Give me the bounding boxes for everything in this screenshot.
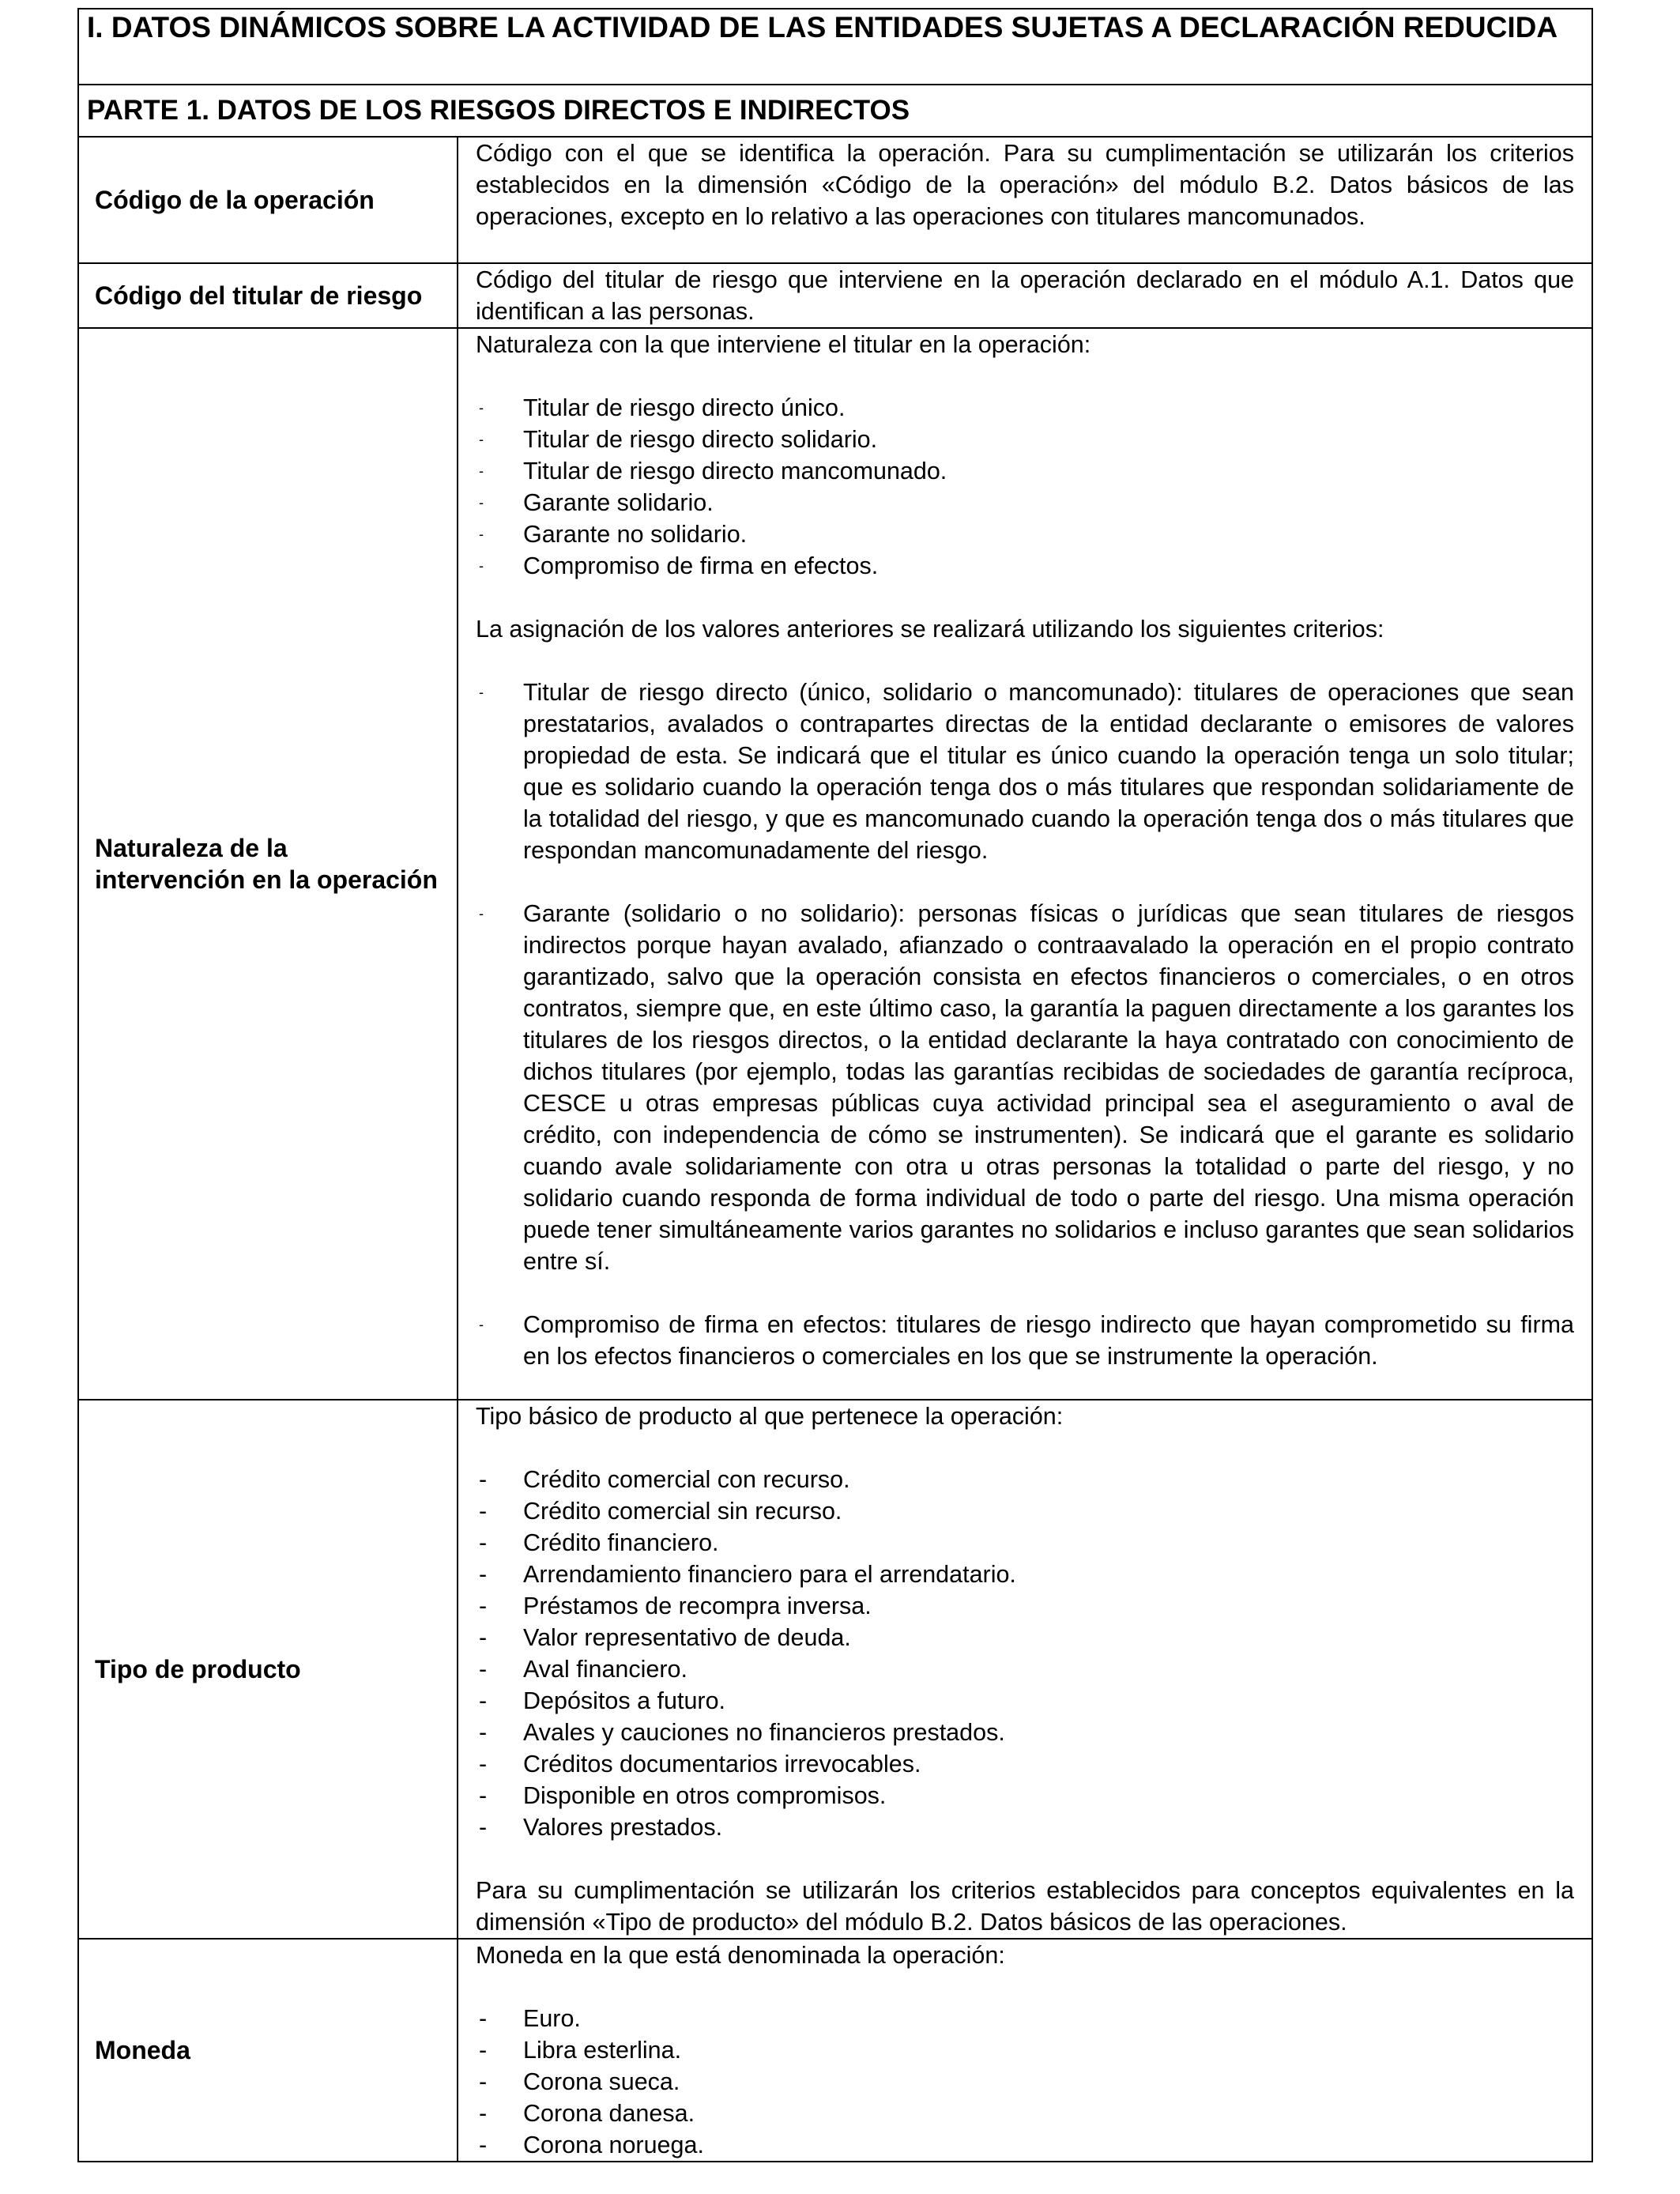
dash-bullet: - — [479, 1751, 488, 1777]
dash-bullet: - — [479, 1593, 488, 1619]
list-item: - Valor representativo de deuda. — [476, 1622, 1574, 1653]
note-text: Para su cumplimentación se utilizarán los criterios establecidos para conceptos equivalentes en la dimensión «Tipo de producto» del módulo B.2. Datos básicos de las operaciones. — [476, 1877, 1574, 1936]
list-item: - Aval financiero. — [476, 1653, 1574, 1685]
list-item: - Crédito comercial con recurso. — [476, 1464, 1574, 1495]
description-text: Código con el que se identifica la operación. Para su cumplimentación se utilizarán los criterios establecidos en la dimensión «Código de la operación» del módulo B.2. Datos básicos de las operaciones, excepto en lo relativo a las operaciones con titulares mancomunados. — [476, 140, 1574, 230]
row-naturaleza — [78, 328, 1592, 1400]
dash-bullet: - — [479, 1719, 488, 1746]
field-desc-naturaleza — [458, 328, 1592, 1400]
description-text: Código del titular de riesgo que interviene en la operación declarado en el módulo A.1. Datos que identifican a las personas. — [476, 266, 1574, 325]
field-name-codigo-operacion: Código de la operación — [78, 137, 458, 263]
dash-bullet: - — [479, 400, 484, 416]
dash-bullet: - — [479, 463, 484, 479]
criteria-list — [476, 677, 1574, 866]
options-list — [476, 1464, 1574, 1843]
row-moneda — [78, 1939, 1592, 2162]
options-list — [476, 2003, 1574, 2161]
field-name-naturaleza: Naturaleza de la intervención en la operación — [78, 328, 458, 1400]
list-item: - Compromiso de firma en efectos. — [476, 550, 1574, 582]
row-codigo-operacion — [78, 137, 1592, 263]
row-codigo-titular — [78, 263, 1592, 328]
dash-bullet: - — [479, 906, 484, 922]
list-item: - Arrendamiento financiero para el arrendatario. — [476, 1559, 1574, 1590]
list-item: - Corona danesa. — [476, 2098, 1574, 2129]
list-item: - Valores prestados. — [476, 1811, 1574, 1843]
field-name-codigo-titular: Código del titular de riesgo — [78, 263, 458, 328]
list-item: - Compromiso de firma en efectos: titulares de riesgo indirecto que hayan comprometido su firma en los efectos financieros o comerciales en los que se instrumente la operación. — [476, 1309, 1574, 1372]
criteria-intro-text: La asignación de los valores anteriores se realizará utilizando los siguientes criterios: — [476, 616, 1384, 643]
fields-table — [77, 8, 1593, 2162]
dash-bullet: - — [479, 2132, 488, 2158]
list-item: - Libra esterlina. — [476, 2034, 1574, 2066]
dash-bullet: - — [479, 1466, 488, 1493]
dash-bullet: - — [479, 495, 484, 511]
field-desc-codigo-operacion — [458, 137, 1592, 263]
criteria-list — [476, 1309, 1574, 1372]
list-item: - Crédito comercial sin recurso. — [476, 1495, 1574, 1527]
dash-bullet: - — [479, 684, 484, 700]
dash-bullet: - — [479, 1814, 488, 1841]
list-item: - Garante no solidario. — [476, 518, 1574, 550]
list-item: - Corona sueca. — [476, 2066, 1574, 2098]
intro-text: Tipo básico de producto al que pertenece la operación: — [476, 1403, 1064, 1430]
dash-bullet: - — [479, 2005, 488, 2032]
dash-bullet: - — [479, 1656, 488, 1683]
part-title: PARTE 1. DATOS DE LOS RIESGOS DIRECTOS E INDIRECTOS — [78, 85, 1592, 137]
list-item: - Depósitos a futuro. — [476, 1685, 1574, 1717]
part-title-row — [78, 85, 1592, 137]
list-item: - Disponible en otros compromisos. — [476, 1780, 1574, 1811]
dash-bullet: - — [479, 1782, 488, 1809]
list-item: - Crédito financiero. — [476, 1527, 1574, 1559]
field-name-tipo-producto: Tipo de producto — [78, 1400, 458, 1939]
field-name-moneda: Moneda — [78, 1939, 458, 2162]
dash-bullet: - — [479, 1687, 488, 1714]
dash-bullet: - — [479, 1498, 488, 1525]
list-item: - Créditos documentarios irrevocables. — [476, 1748, 1574, 1780]
list-item: - Garante (solidario o no solidario): personas físicas o jurídicas que sean titulares de riesgos indirectos porque hayan avalado, afianzado o contraavalado la operación en el propio contrato garantizado, salvo que la operación consista en efectos financieros o comerciales, o en otros contratos, siempre que, en este último caso, la garantía la paguen directamente a los garantes los titulares de los riesgos directos, o la entidad declarante la haya contratado con conocimiento de dichos titulares (por ejemplo, todas las garantías recibidas de sociedades de garantía recíproca, CESCE u otras empresas públicas cuya actividad principal sea el aseguramiento o aval de crédito, con independencia de cómo se instrumenten). Se indicará que el garante es solidario cuando avale solidariamente con otra u otras personas la totalidad o parte del riesgo, y no solidario cuando responda de forma individual de todo o parte del riesgo. Una misma operación puede tener simultáneamente varios garantes no solidarios e incluso garantes que sean solidarios entre sí. — [476, 898, 1574, 1277]
dash-bullet: - — [479, 558, 484, 574]
field-desc-tipo-producto — [458, 1400, 1592, 1939]
field-desc-moneda — [458, 1939, 1592, 2162]
list-item: - Corona noruega. — [476, 2129, 1574, 2161]
options-list — [476, 392, 1574, 582]
field-desc-codigo-titular — [458, 263, 1592, 328]
dash-bullet: - — [479, 1624, 488, 1651]
dash-bullet: - — [479, 1317, 484, 1333]
dash-bullet: - — [479, 2068, 488, 2095]
list-item: - Avales y cauciones no financieros prestados. — [476, 1717, 1574, 1748]
intro-text: Moneda en la que está denominada la operación: — [476, 1942, 1005, 1969]
section-title: I. DATOS DINÁMICOS SOBRE LA ACTIVIDAD DE LAS ENTIDADES SUJETAS A DECLARACIÓN REDUCIDA — [78, 9, 1592, 85]
dash-bullet: - — [479, 432, 484, 447]
intro-text: Naturaleza con la que interviene el titular en la operación: — [476, 331, 1091, 358]
section-title-row — [78, 9, 1592, 85]
dash-bullet: - — [479, 526, 484, 542]
list-item: - Préstamos de recompra inversa. — [476, 1590, 1574, 1622]
dash-bullet: - — [479, 1561, 488, 1588]
list-item: - Titular de riesgo directo (único, solidario o mancomunado): titulares de operaciones que sean prestatarios, avalados o contrapartes directas de la entidad declarante o emisores de valores propiedad de esta. Se indicará que el titular es único cuando la operación tenga un solo titular; que es solidario cuando la operación tenga dos o más titulares que respondan solidariamente de la totalidad del riesgo, y que es mancomunado cuando la operación tenga dos o más titulares que respondan mancomunadamente del riesgo. — [476, 677, 1574, 866]
dash-bullet: - — [479, 2037, 488, 2064]
criteria-list — [476, 898, 1574, 1277]
list-item: - Titular de riesgo directo mancomunado. — [476, 455, 1574, 487]
row-tipo-producto — [78, 1400, 1592, 1939]
dash-bullet: - — [479, 2100, 488, 2127]
dash-bullet: - — [479, 1529, 488, 1556]
list-item: - Garante solidario. — [476, 487, 1574, 518]
list-item: - Euro. — [476, 2003, 1574, 2034]
list-item: - Titular de riesgo directo único. — [476, 392, 1574, 424]
list-item: - Titular de riesgo directo solidario. — [476, 424, 1574, 455]
